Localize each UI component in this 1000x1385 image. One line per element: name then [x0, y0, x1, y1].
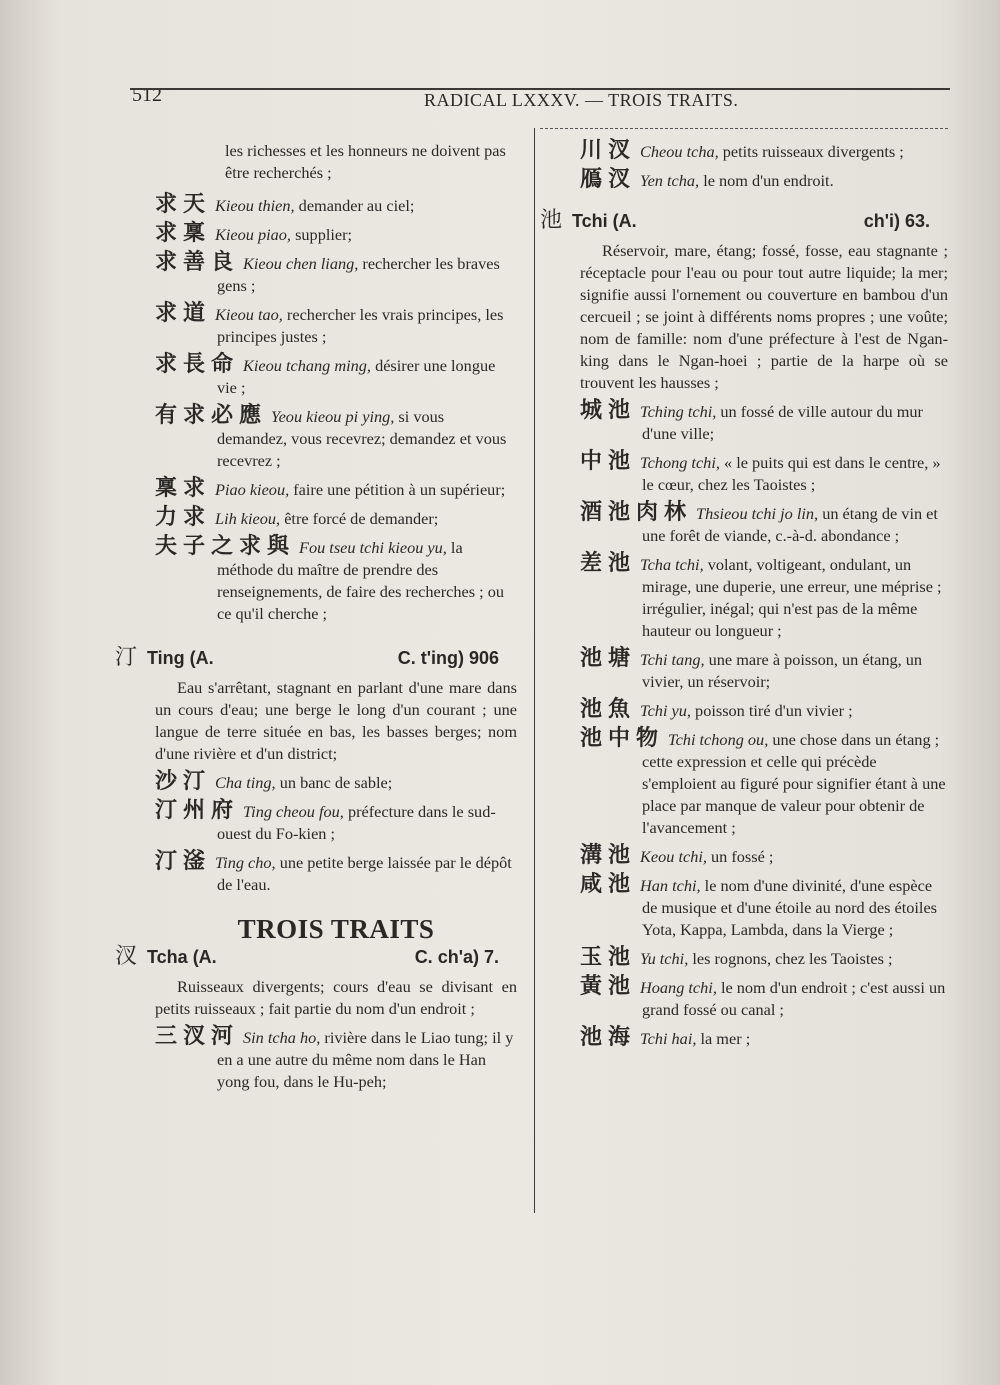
dictionary-entry: [580, 874, 948, 941]
entry-definition: le nom d'un endroit.: [699, 171, 834, 190]
entry-romanization: Tcha tchi,: [640, 555, 704, 574]
headword-char: 汊: [115, 944, 138, 969]
entry-characters: 求道: [155, 301, 212, 326]
dictionary-entry: [580, 502, 948, 547]
entry-definition: une chose dans un étang ; cette expression et celle qui précède s'emploient au figuré pour signifier étant à une place par manque de valeur pour obtenir de l'avancement ;: [642, 730, 946, 837]
entry-characters: 三汊河: [155, 1024, 240, 1049]
entry-characters: 池塘: [580, 646, 637, 671]
entry-definition: poisson tiré d'un vivier ;: [690, 701, 853, 720]
entry-definition: le nom d'une divinité, d'une espèce de musique et d'une étoile au nord des étoiles Yota, Kappa, Lambda, dans la Vierge ;: [642, 876, 938, 939]
entry-romanization: Tchi tang,: [640, 650, 705, 669]
entry-definition: être forcé de demander;: [280, 509, 439, 528]
entry-romanization: Cha ting,: [215, 773, 276, 792]
entry-romanization: Ting cho,: [215, 853, 276, 872]
dictionary-entry: [580, 451, 948, 496]
dictionary-entry: [580, 400, 948, 445]
entry-characters: 求稟: [155, 221, 212, 246]
entry-definition: la méthode du maître de prendre des renseignements, de faire des recherches ; ou ce qu'il cherche ;: [217, 538, 505, 623]
dictionary-entry: [155, 303, 517, 348]
entry-definition: volant, voltigeant, ondulant, un mirage, une duperie, une erreur, une méprise ; irrégulier, inégal; qui n'est pas de la même hauteur ou longueur ;: [642, 555, 942, 640]
entry-romanization: Keou tchi,: [640, 847, 707, 866]
dictionary-entry: [155, 252, 517, 297]
entry-characters: 夫子之求與: [155, 534, 296, 559]
entry-definition: un étang de vin et une forêt de viande, c.-à-d. abondance ;: [642, 504, 938, 545]
tchi-entry-list: [580, 400, 948, 1050]
entry-romanization: Kieou tchang ming,: [243, 356, 371, 375]
entry-romanization: Thsieou tchi jo lin,: [696, 504, 819, 523]
headword-char: 汀: [115, 645, 138, 670]
entry-romanization: Sin tcha ho,: [243, 1028, 321, 1047]
entry-definition: faire une pétition à un supérieur;: [289, 480, 506, 499]
dictionary-entry: [580, 699, 948, 722]
ting-entry-list: [155, 771, 517, 896]
entry-definition: « le puits qui est dans le centre, » le cœur, chez les Taoistes ;: [642, 453, 941, 494]
entry-characters: 池海: [580, 1025, 637, 1050]
entry-characters: 溝池: [580, 843, 637, 868]
entry-characters: 酒池肉林: [580, 500, 693, 525]
entry-characters: 求長命: [155, 352, 240, 377]
headword-code: C. t'ing) 906: [397, 648, 499, 668]
headword-definition: Ruisseaux divergents; cours d'eau se divisant en petits ruisseaux ; fait partie du nom d'un endroit ;: [155, 977, 517, 1018]
entry-definition: demander au ciel;: [294, 196, 415, 215]
dictionary-entry: [155, 478, 517, 501]
dictionary-entry: [580, 728, 948, 839]
headword-name: Tcha (A.: [147, 947, 217, 967]
entry-characters: 差池: [580, 551, 637, 576]
entry-definition: petits ruisseaux divergents ;: [718, 142, 904, 161]
tcha-entry-list: [155, 1026, 517, 1093]
right-top-entry-list: [580, 140, 948, 192]
headword-name: Ting (A.: [147, 648, 214, 668]
dictionary-entry: [155, 851, 517, 896]
entry-characters: 川汊: [580, 138, 637, 163]
dictionary-entry: [580, 976, 948, 1021]
running-title: RADICAL LXXXV. — TROIS TRAITS.: [424, 90, 739, 110]
entry-romanization: Fou tseu tchi kieou yu,: [299, 538, 447, 557]
headword-code: ch'i) 63.: [863, 211, 930, 231]
headword-name: Tchi (A.: [572, 211, 637, 231]
dictionary-entry: [580, 845, 948, 868]
entry-romanization: Tching tchi,: [640, 402, 717, 421]
entry-characters: 池中物: [580, 726, 665, 751]
dictionary-entry: [155, 507, 517, 530]
entry-definition: supplier;: [291, 225, 353, 244]
entry-definition: le nom d'un endroit ; c'est aussi un grand fossé ou canal ;: [642, 978, 946, 1019]
entry-definition: une petite berge laissée par le dépôt de l'eau.: [217, 853, 512, 894]
entry-romanization: Kieou thien,: [215, 196, 295, 215]
entry-characters: 中池: [580, 449, 637, 474]
headword-code: C. ch'a) 7.: [414, 947, 499, 967]
entry-definition: la mer ;: [696, 1029, 751, 1048]
dictionary-entry: [155, 1026, 517, 1093]
headword-tchi: [540, 210, 948, 232]
entry-characters: 汀滏: [155, 849, 212, 874]
entry-definition: rechercher les vrais principes, les principes justes ;: [217, 305, 504, 346]
entry-romanization: Tchong tchi,: [640, 453, 720, 472]
entry-romanization: Yu tchi,: [640, 949, 689, 968]
entry-romanization: Yen tcha,: [640, 171, 700, 190]
dictionary-entry: [155, 194, 517, 217]
entry-romanization: Tchi hai,: [640, 1029, 697, 1048]
dictionary-entry: [155, 354, 517, 399]
entry-romanization: Cheou tcha,: [640, 142, 719, 161]
entry-characters: 沙汀: [155, 769, 212, 794]
headword-tcha: [115, 946, 517, 968]
entry-romanization: Yeou kieou pi ying,: [271, 407, 395, 426]
entry-characters: 求善良: [155, 250, 240, 275]
dictionary-entry: [155, 223, 517, 246]
dictionary-entry: [580, 169, 948, 192]
entry-romanization: Kieou piao,: [215, 225, 291, 244]
headword-ting: [115, 647, 517, 669]
entry-definition: un banc de sable;: [275, 773, 393, 792]
entry-definition: désirer une longue vie ;: [217, 356, 496, 397]
dictionary-entry: [155, 536, 517, 625]
entry-characters: 城池: [580, 398, 637, 423]
entry-romanization: Tchi yu,: [640, 701, 691, 720]
dictionary-entry: [580, 648, 948, 693]
section-title: TROIS TRAITS: [237, 914, 435, 944]
dictionary-entry: [580, 1027, 948, 1050]
headword-definition: Eau s'arrêtant, stagnant en parlant d'une mare dans un cours d'eau; une berge le long d'un courant ; une langue de terre située en bas, les basses berges; nom d'une rivière et d'un district;: [155, 678, 517, 763]
header-rule-secondary: [540, 128, 948, 129]
entry-characters: 稟求: [155, 476, 212, 501]
entry-characters: 有求必應: [155, 403, 268, 428]
entry-definition: un fossé de ville autour du mur d'une ville;: [642, 402, 923, 443]
continued-text: les richesses et les honneurs ne doivent pas être recherchés ;: [225, 141, 506, 182]
dictionary-entry: [155, 800, 517, 845]
entry-definition: rivière dans le Liao tung; il y en a une autre du même nom dans le Han yong fou, dans le Hu-peh;: [217, 1028, 514, 1091]
entry-romanization: Kieou chen liang,: [243, 254, 359, 273]
entry-characters: 黃池: [580, 974, 637, 999]
column-divider: [534, 128, 535, 1213]
entry-characters: 求天: [155, 192, 212, 217]
entry-characters: 力求: [155, 505, 212, 530]
page-number: 512: [132, 84, 162, 106]
dictionary-entry: [155, 405, 517, 472]
entry-characters: 玉池: [580, 945, 637, 970]
entry-romanization: Lih kieou,: [215, 509, 281, 528]
headword-definition: Réservoir, mare, étang; fossé, fosse, eau stagnante ; réceptacle pour l'eau ou pour tout autre liquide; la mer; signifie aussi l'ornement ou couverture en bambou d'un cercueil ; se joint à différents noms propres ; une voûte; nom de famille: nom d'une préfecture à l'est de Ngan-king dans le Ngan-hoei ; partie de la harpe où se trouvent les hausses ;: [580, 241, 948, 392]
entry-characters: 池魚: [580, 697, 637, 722]
dictionary-entry: [580, 947, 948, 970]
left-column: [115, 140, 517, 1099]
entry-romanization: Hoang tchi,: [640, 978, 717, 997]
entry-characters: 咸池: [580, 872, 637, 897]
entry-romanization: Kieou tao,: [215, 305, 283, 324]
entry-definition: un fossé ;: [706, 847, 774, 866]
header-rule: [130, 88, 950, 90]
entry-romanization: Tchi tchong ou,: [668, 730, 769, 749]
dictionary-entry: [155, 771, 517, 794]
entry-definition: préfecture dans le sud-ouest du Fo-kien ;: [217, 802, 496, 843]
entry-characters: 鴈汊: [580, 167, 637, 192]
entry-definition: une mare à poisson, un étang, un vivier, un réservoir;: [642, 650, 923, 691]
dictionary-entry: [580, 553, 948, 642]
headword-char: 池: [540, 208, 563, 233]
entry-definition: rechercher les braves gens ;: [217, 254, 500, 295]
entry-definition: les rognons, chez les Taoistes ;: [688, 949, 893, 968]
entry-romanization: Piao kieou,: [215, 480, 290, 499]
entry-romanization: Han tchi,: [640, 876, 701, 895]
right-column: [540, 138, 948, 1056]
entry-definition: si vous demandez, vous recevrez; demandez et vous recevrez ;: [217, 407, 507, 470]
left-entry-list: [155, 194, 517, 625]
entry-romanization: Ting cheou fou,: [243, 802, 344, 821]
dictionary-entry: [580, 140, 948, 163]
entry-characters: 汀州府: [155, 798, 240, 823]
